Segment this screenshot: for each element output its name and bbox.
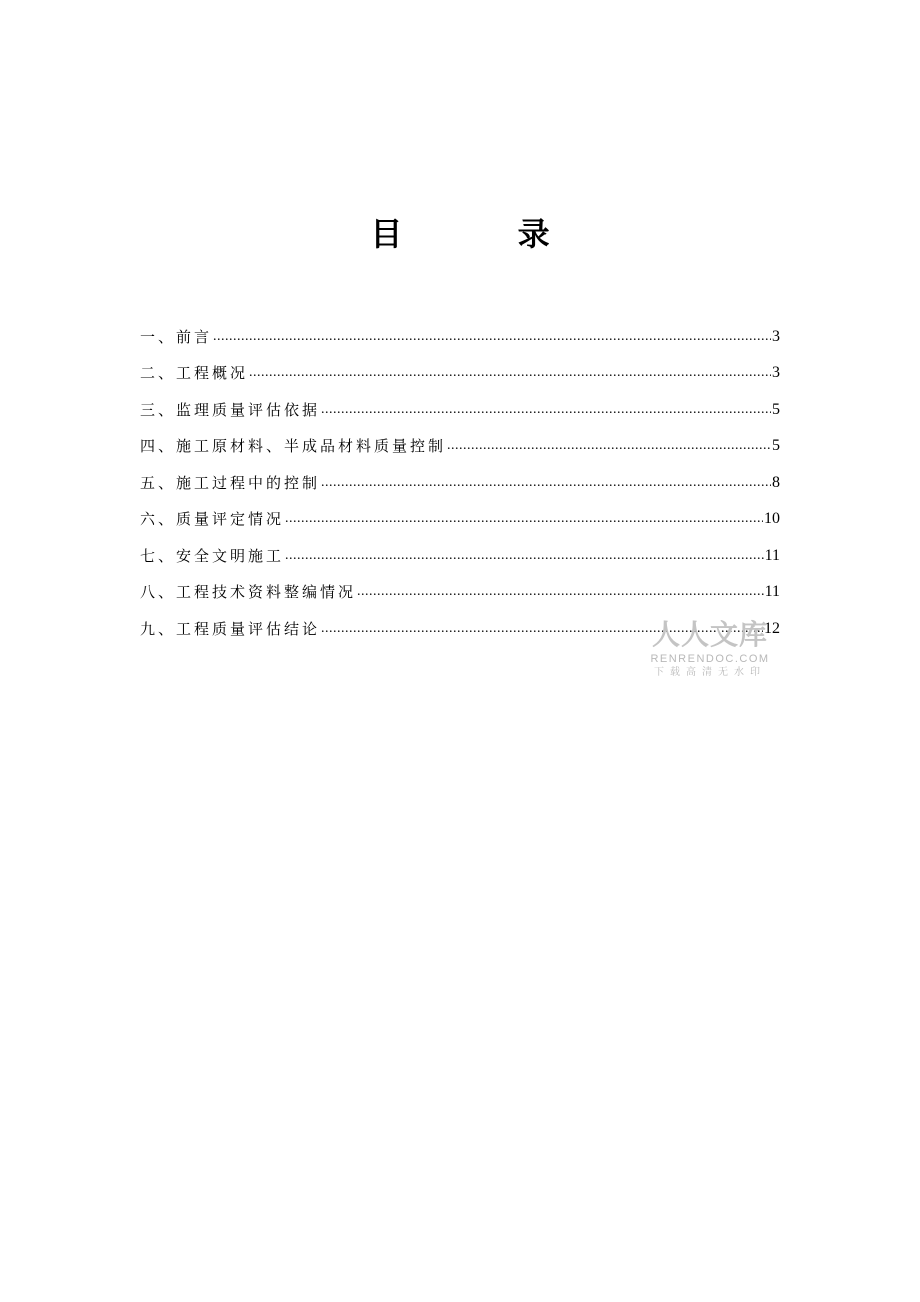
toc-entry-2[interactable] xyxy=(140,347,780,384)
toc-entry-page: 11 xyxy=(764,583,780,600)
toc-leader-dots xyxy=(285,546,764,566)
toc-entry-page: 3 xyxy=(772,364,780,381)
toc-entry-text: 八、工程技术资料整编情况 xyxy=(140,583,357,601)
toc-entry-page: 5 xyxy=(772,400,780,418)
toc-leader-dots xyxy=(321,473,771,493)
toc-entry-page: 11 xyxy=(764,546,780,564)
table-of-contents xyxy=(140,310,780,639)
toc-leader-dots xyxy=(213,327,771,347)
toc-entry-page: 8 xyxy=(772,473,780,491)
toc-entry-5[interactable] xyxy=(140,456,780,493)
watermark-logo: 人人文库 xyxy=(651,618,768,651)
watermark-domain: RENRENDOC.COM xyxy=(650,653,770,665)
toc-entry-8[interactable] xyxy=(140,566,780,603)
toc-entry-page: 3 xyxy=(772,327,780,345)
toc-entry-4[interactable] xyxy=(140,420,780,457)
toc-entry-text: 二、工程概况 xyxy=(140,364,249,382)
toc-leader-dots xyxy=(321,400,771,420)
toc-entry-1[interactable] xyxy=(140,310,780,347)
toc-entry-text: 三、监理质量评估依据 xyxy=(140,400,321,419)
watermark-slogan: 下载高清无水印 xyxy=(654,667,766,678)
toc-leader-dots xyxy=(357,582,764,602)
toc-entry-text: 五、施工过程中的控制 xyxy=(140,473,321,492)
toc-entry-6[interactable] xyxy=(140,493,780,530)
toc-entry-text: 七、安全文明施工 xyxy=(140,546,285,565)
toc-entry-text: 六、质量评定情况 xyxy=(140,510,285,528)
toc-entry-text: 九、工程质量评估结论 xyxy=(140,619,321,638)
page-title: 目 录 xyxy=(370,215,602,253)
toc-leader-dots xyxy=(285,509,763,529)
toc-entry-3[interactable] xyxy=(140,383,780,420)
toc-entry-page: 12 xyxy=(764,619,780,637)
toc-entry-text: 四、施工原材料、半成品材料质量控制 xyxy=(140,437,447,455)
toc-leader-dots xyxy=(249,363,771,383)
toc-entry-7[interactable] xyxy=(140,529,780,566)
toc-entry-text: 一、前言 xyxy=(140,327,213,346)
toc-entry-page: 10 xyxy=(764,510,780,527)
toc-leader-dots xyxy=(447,436,771,456)
watermark xyxy=(640,618,780,680)
toc-entry-page: 5 xyxy=(772,437,780,454)
